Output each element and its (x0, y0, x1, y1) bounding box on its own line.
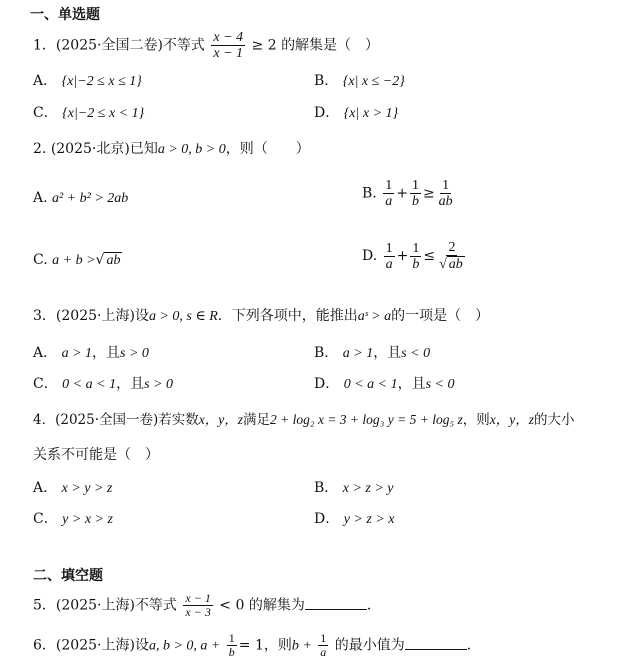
option-math: s < 0 (401, 346, 431, 361)
option-math: s > 0 (120, 346, 149, 361)
question-number: 5． (33, 597, 56, 614)
stem-math: a > 0, s ∈ R (148, 309, 218, 324)
option-math: 0 < a < 1 (62, 377, 117, 392)
question-6-stem (33, 632, 481, 659)
option-label: B． (314, 73, 339, 89)
question-4-stem-line2: 关系不可能是（ ） (33, 447, 159, 463)
option-label: C． (33, 105, 58, 121)
fraction (383, 178, 394, 209)
q1-option-d[interactable] (314, 102, 398, 122)
q3-option-b[interactable] (314, 342, 430, 362)
fraction (183, 592, 212, 619)
numerator: 1 (412, 240, 420, 256)
stem-text: 的一项是（ ） (391, 308, 490, 324)
q4-option-d[interactable] (314, 508, 394, 528)
stem-text: ．下列各项中，能推出 (217, 308, 358, 324)
option-label: D. (362, 248, 378, 264)
option-math: a > 1 (61, 346, 93, 361)
question-2-stem (33, 138, 310, 158)
option-text: ，且 (373, 345, 402, 361)
numerator: x − 1 (185, 591, 211, 605)
numerator: 1 (442, 178, 450, 193)
numerator: 2 (448, 240, 456, 255)
stem-text: 的大小 (534, 412, 575, 428)
denominator: x − 1 (213, 46, 244, 61)
operator: ≥ (422, 185, 435, 202)
denominator: a (320, 645, 327, 659)
stem-math: a, b > 0, a + (148, 638, 221, 654)
question-number: 4． (33, 412, 56, 428)
stem-math: x，y，z (198, 412, 244, 427)
q4-option-a[interactable] (33, 477, 112, 497)
numerator: 1 (228, 631, 235, 645)
operator: ≤ (423, 248, 436, 264)
stem-text: ，则 (462, 412, 490, 428)
numerator: 1 (320, 631, 327, 645)
fraction (384, 241, 395, 272)
option-text: ，且 (397, 376, 426, 392)
q3-option-c[interactable] (33, 373, 173, 393)
question-number: 3． (33, 308, 56, 324)
option-math: s < 0 (425, 377, 455, 392)
stem-math: ≥ 2 (251, 37, 277, 54)
option-text: y > z > x (343, 512, 395, 527)
answer-blank[interactable] (405, 637, 467, 650)
question-number: 1． (33, 37, 56, 54)
fraction (227, 632, 237, 659)
option-text: {x| x > 1} (343, 106, 399, 121)
numerator: 1 (385, 178, 393, 193)
denominator: ab (438, 194, 453, 209)
stem-text: ，则（ ） (225, 141, 310, 157)
option-label: A． (33, 73, 58, 89)
denominator: a (385, 194, 393, 209)
denominator: b (228, 645, 235, 659)
operator: + (396, 185, 408, 202)
q3-option-d[interactable] (314, 373, 455, 393)
stem-math: aˢ > a (357, 309, 392, 324)
option-math: 0 < a < 1 (343, 377, 398, 392)
stem-text: 的最小值为 (334, 637, 405, 654)
section-title-fill-blank: 二、填空题 (33, 568, 103, 584)
question-number: 6． (33, 637, 56, 654)
q1-option-b[interactable] (314, 70, 405, 90)
numerator: 1 (385, 240, 393, 256)
stem-math: 2 + log₂ x = 3 + log₃ y = 5 + log₅ z (270, 412, 463, 427)
option-label: C． (33, 376, 58, 392)
q2-option-a[interactable] (33, 190, 128, 207)
stem-text: 的解集是（ ） (281, 37, 380, 54)
stem-text: 不等式 (134, 597, 177, 614)
stem-text: 不等式 (162, 37, 205, 54)
section-title-single-choice: 一、单选题 (30, 7, 100, 23)
option-text: ，且 (116, 376, 145, 392)
numerator: x − 4 (213, 30, 244, 45)
numerator: 1 (411, 178, 419, 193)
question-source: (2025·上海) (55, 597, 135, 614)
q2-option-b[interactable] (362, 178, 457, 209)
denominator: b (411, 194, 419, 209)
option-label: C． (33, 511, 58, 527)
option-text: y > x > z (62, 512, 113, 527)
q1-option-c[interactable] (33, 102, 144, 122)
option-label: C. (33, 252, 48, 268)
option-label: D． (314, 376, 340, 392)
stem-text: 的解集为 (248, 597, 305, 614)
q2-option-d[interactable] (362, 240, 469, 272)
stem-text: 已知 (129, 141, 158, 157)
stem-math: < 0 (219, 597, 245, 614)
stem-text: ． (366, 597, 381, 614)
question-5-stem (33, 592, 381, 619)
stem-text: 满足 (243, 412, 271, 428)
fraction (410, 241, 421, 272)
fraction (211, 30, 245, 61)
option-label: D． (314, 105, 340, 121)
denominator: b (412, 256, 420, 272)
option-text: {x|−2 ≤ x ≤ 1} (61, 74, 142, 89)
fraction (410, 178, 421, 209)
option-label: D． (314, 511, 340, 527)
option-math: a > 1 (342, 346, 374, 361)
operator: + (396, 248, 409, 264)
option-label: A. (33, 190, 48, 206)
option-label: A． (33, 480, 58, 496)
option-text: a + b > (52, 253, 96, 268)
fraction (437, 178, 455, 209)
denominator: a (385, 256, 393, 272)
question-source: (2025·全国二卷) (55, 37, 163, 54)
question-3-stem (33, 305, 489, 325)
stem-text: 设 (134, 637, 149, 654)
option-label: A． (33, 345, 58, 361)
fraction (318, 632, 328, 659)
question-4-stem (33, 408, 575, 428)
q4-option-b[interactable] (314, 477, 394, 497)
option-text: {x|−2 ≤ x < 1} (62, 106, 145, 121)
stem-math: = 1 (238, 637, 264, 654)
option-text: a² + b² > 2ab (52, 191, 129, 206)
option-label: B． (314, 345, 339, 361)
option-text: x > y > z (61, 481, 113, 496)
q2-option-c[interactable]: C. a + b >√ ab (33, 252, 121, 268)
option-label: B． (314, 480, 339, 496)
question-source: (2025·北京) (50, 141, 130, 157)
stem-math: a > 0, b > 0 (157, 142, 226, 157)
q3-option-a[interactable] (33, 342, 149, 362)
answer-blank[interactable] (305, 597, 367, 610)
fraction: $\frac{2}{√ ab}$ (439, 240, 463, 272)
question-number: 2. (33, 141, 47, 157)
question-source: (2025·全国一卷) (55, 412, 159, 428)
stem-text: ，则 (263, 637, 292, 654)
question-source: (2025·上海) (55, 308, 135, 324)
q4-option-c[interactable] (33, 508, 113, 528)
stem-math: x，y，z (489, 412, 535, 427)
stem-text: 设 (134, 308, 149, 324)
denominator: x − 3 (185, 605, 211, 619)
option-text: {x| x ≤ −2} (342, 74, 405, 89)
q1-option-a[interactable] (33, 70, 142, 90)
stem-math: b + (291, 638, 312, 654)
option-text: ，且 (92, 345, 121, 361)
option-math: s > 0 (144, 377, 173, 392)
option-text: x > z > y (342, 481, 394, 496)
option-label: B. (362, 185, 377, 202)
stem-text: ． (466, 637, 481, 654)
stem-text: 若实数 (158, 412, 199, 428)
question-1-stem (33, 30, 379, 61)
radicand: ab (106, 253, 121, 268)
question-source: (2025·上海) (55, 637, 135, 654)
radicand: ab (448, 257, 463, 272)
